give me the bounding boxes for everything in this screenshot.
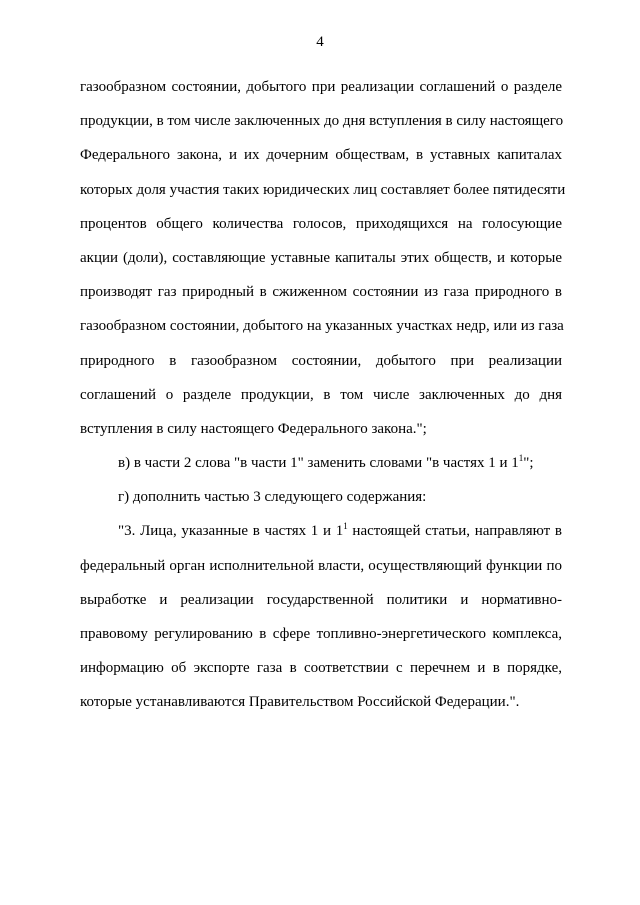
text-line: соглашений о разделе продукции, в том числе заключенных до дня [80, 386, 562, 403]
document-body [80, 70, 566, 720]
part3-line: выработке и реализации государственной политики и нормативно- [80, 591, 562, 608]
part3-text-after: настоящей статьи, направляют в [347, 523, 562, 540]
part3-line: правовому регулированию в сфере топливно-энергетического комплекса, [80, 626, 562, 642]
text-line: газообразном состоянии, добытого при реализации соглашений о разделе [80, 79, 562, 95]
text-line: которых доля участия таких юридических лиц составляет более пятидесяти [80, 181, 566, 198]
item-v-superscript: 1 [518, 453, 524, 464]
part3-first-line [80, 514, 562, 548]
item-v [80, 446, 562, 480]
part3-superscript: 1 [343, 521, 348, 532]
text-line: Федерального закона, и их дочерним обществам, в уставных капиталах [80, 147, 562, 164]
part3-line: информацию об экспорте газа в соответствии с перечнем и в порядке, [80, 660, 562, 677]
item-v-tail: "; [523, 455, 534, 472]
text-line: продукции, в том числе заключенных до дня вступления в силу настоящего [80, 113, 564, 130]
page-number: 4 [316, 34, 324, 50]
text-line: газообразном состоянии, добытого на указанных участках недр, или из газа [80, 318, 564, 335]
part3-line: федеральный орган исполнительной власти, осуществляющий функции по [80, 557, 562, 574]
part3-text-before: "3. Лица, указанные в частях 1 и 1 [118, 523, 344, 540]
text-line: природного в газообразном состоянии, добытого при реализации [80, 352, 562, 369]
item-g: г) дополнить частью 3 следующего содержания: [118, 489, 427, 506]
text-line: акции (доли), составляющие уставные капиталы этих обществ, и которые [80, 249, 562, 266]
item-v-text: в) в части 2 слова "в части 1" заменить словами "в частях 1 и 1 [118, 455, 519, 472]
text-line: вступления в силу настоящего Федерального закона."; [80, 420, 427, 437]
text-line: производят газ природный в сжиженном состоянии из газа природного в [80, 284, 562, 301]
part3-line: которые устанавливаются Правительством Российской Федерации.". [80, 694, 520, 711]
text-line: процентов общего количества голосов, приходящихся на голосующие [80, 215, 562, 232]
